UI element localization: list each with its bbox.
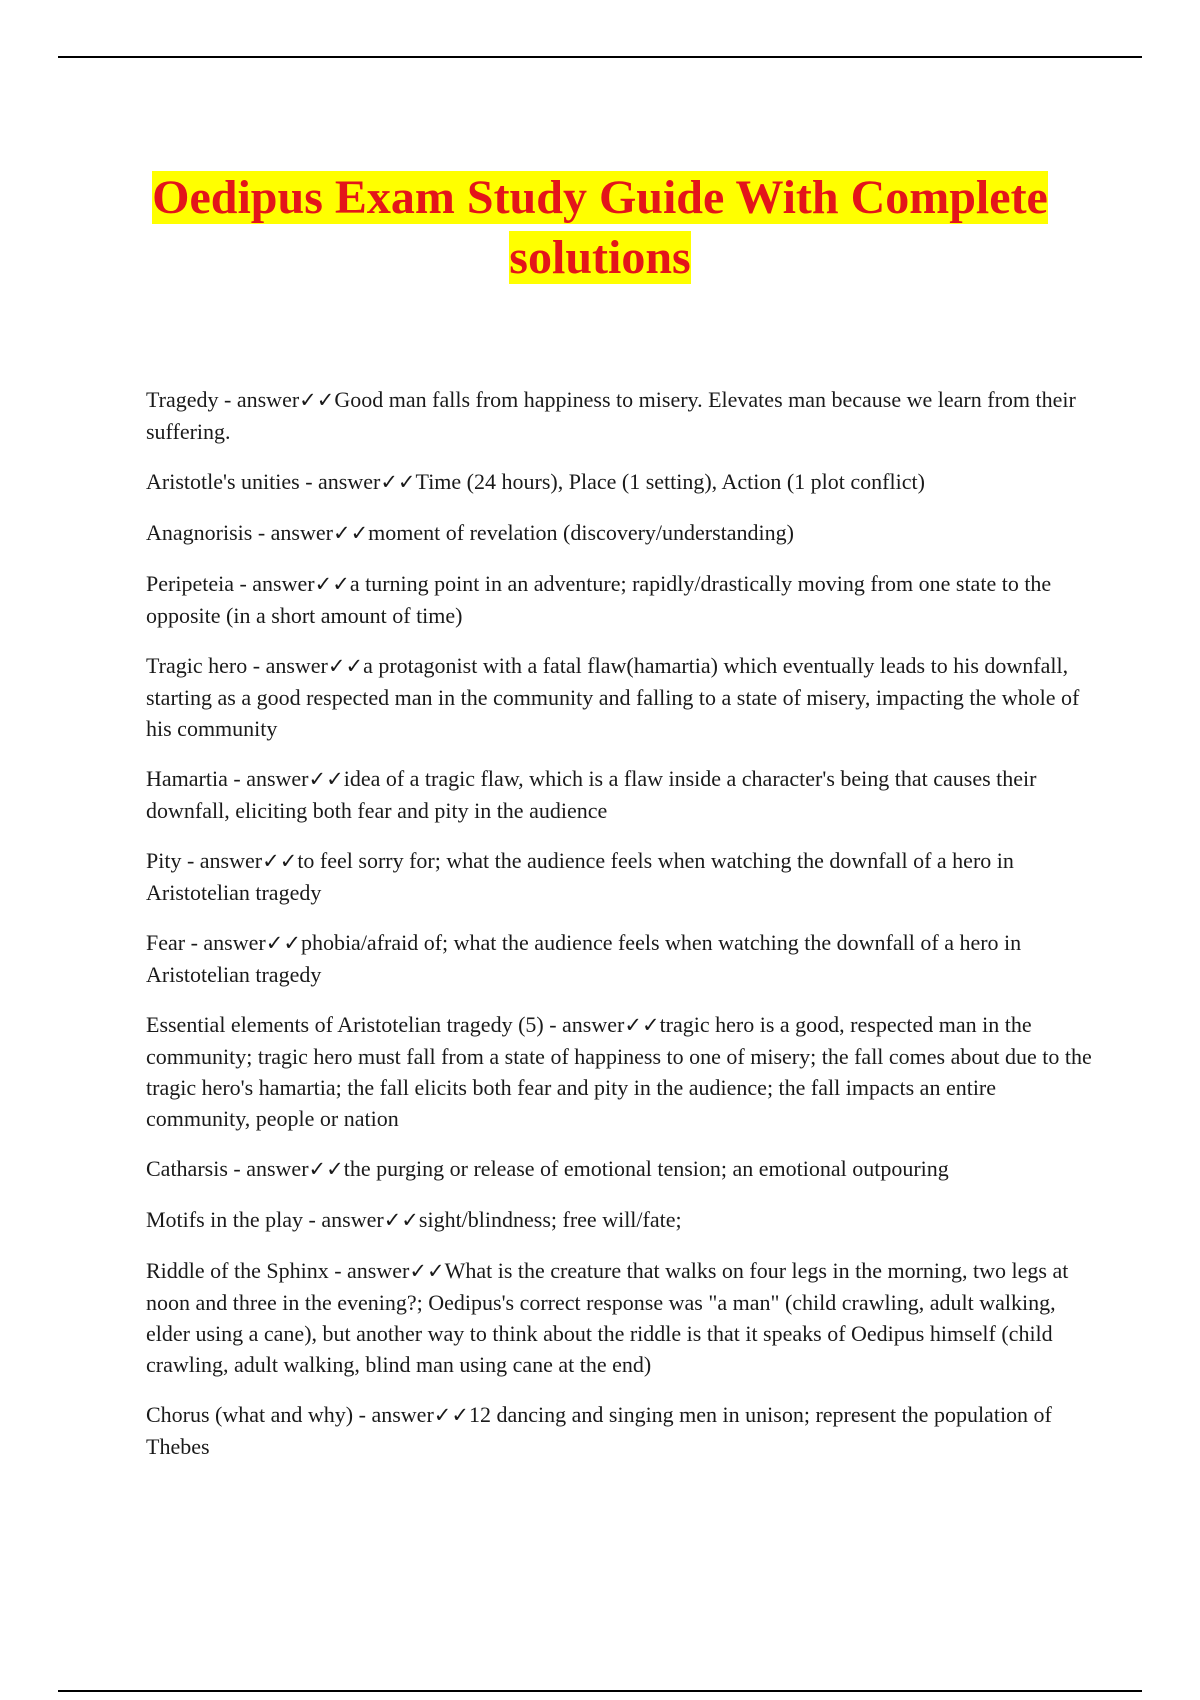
entry-term: Peripeteia	[146, 571, 234, 596]
check-marks-icon: ✓✓	[332, 521, 369, 545]
entry-answer: phobia/afraid of; what the audience feels when watching the downfall of a hero in Aristotelian tragedy	[146, 930, 1022, 987]
entry-answer: Time (24 hours), Place (1 setting), Action (1 plot conflict)	[415, 469, 925, 494]
entry-answer: 12 dancing and singing men in unison; represent the population of Thebes	[146, 1402, 1052, 1459]
entry-answer: to feel sorry for; what the audience feels when watching the downfall of a hero in Aristotelian tragedy	[146, 848, 1014, 905]
entry-answer: sight/blindness; free will/fate;	[418, 1207, 682, 1232]
entry-term: Pity	[146, 848, 182, 873]
check-marks-icon: ✓✓	[308, 767, 344, 791]
title-highlight: Oedipus Exam Study Guide With Complete solutions	[152, 171, 1048, 284]
entry-answer: the purging or release of emotional tension; an emotional outpouring	[343, 1156, 949, 1181]
entry-catharsis: Catharsis - answer✓✓the purging or release of emotional tension; an emotional outpouring	[146, 1156, 949, 1181]
answer-label: answer	[203, 930, 266, 955]
page-title	[100, 168, 1100, 288]
entry-riddle-of-the-sphinx: Riddle of the Sphinx - answer✓✓What is the creature that walks on four legs in the morning, two legs at noon and three in the evening?; Oedipus's correct response was "a man" (child crawling, adult walking, elder using a cane), but another way to think about the riddle is that it speaks of Oedipus himself (child crawling, adult walking, blind man using cane at the end)	[146, 1258, 1069, 1377]
answer-label: answer	[252, 571, 315, 596]
answer-label: answer	[321, 1207, 384, 1232]
check-marks-icon: ✓✓	[327, 654, 364, 678]
entry-chorus: Chorus (what and why) - answer✓✓12 dancing and singing men in unison; represent the population of Thebes	[146, 1402, 1052, 1459]
entry-tragic-hero: Tragic hero - answer✓✓a protagonist with a fatal flaw(hamartia) which eventually leads to his downfall, starting as a good respected man in the community and falling to a state of misery, impacting the whole of his community	[146, 653, 1080, 741]
bottom-rule	[58, 1690, 1142, 1692]
entry-essential-elements: Essential elements of Aristotelian tragedy (5) - answer✓✓tragic hero is a good, respected man in the community; tragic hero must fall from a state of happiness to one of misery; the fall comes about due to the tragic hero's hamartia; the fall elicits both fear and pity in the audience; the fall impacts an entire community, people or nation	[146, 1012, 1092, 1131]
entry-motifs: Motifs in the play - answer✓✓sight/blindness; free will/fate;	[146, 1207, 682, 1232]
entry-term: Anagnorisis	[146, 520, 253, 545]
check-marks-icon: ✓✓	[433, 1403, 469, 1427]
entry-aristotles-unities: Aristotle's unities - answer✓✓Time (24 hours), Place (1 setting), Action (1 plot conflict)	[146, 469, 925, 494]
entry-pity: Pity - answer✓✓to feel sorry for; what the audience feels when watching the downfall of a hero in Aristotelian tragedy	[146, 848, 1014, 905]
entry-term: Tragedy	[146, 387, 219, 412]
entry-fear: Fear - answer✓✓phobia/afraid of; what the audience feels when watching the downfall of a hero in Aristotelian tragedy	[146, 930, 1022, 987]
answer-label: answer	[199, 848, 263, 873]
answer-label: answer	[270, 520, 333, 545]
check-marks-icon: ✓✓	[308, 1157, 344, 1181]
entry-term: Hamartia	[146, 766, 228, 791]
entry-term: Motifs in the play	[146, 1207, 304, 1232]
answer-label: answer	[371, 1402, 434, 1427]
entry-term: Riddle of the Sphinx	[146, 1258, 329, 1283]
entry-answer: a turning point in an adventure; rapidly/drastically moving from one state to the opposite (in a short amount of time)	[146, 571, 1052, 628]
entry-answer: idea of a tragic flaw, which is a flaw inside a character's being that causes their downfall, eliciting both fear and pity in the audience	[146, 766, 1037, 823]
answer-label: answer	[318, 469, 381, 494]
entry-term: Fear	[146, 930, 186, 955]
entry-anagnorisis: Anagnorisis - answer✓✓moment of revelation (discovery/understanding)	[146, 520, 794, 545]
entry-term: Essential elements of Aristotelian tragedy (5)	[146, 1012, 544, 1037]
entry-answer: What is the creature that walks on four legs in the morning, two legs at noon and three in the evening?; Oedipus's correct response was "a man" (child crawling, adult walking, elder using a cane), but another way to think about the riddle is that it speaks of Oedipus himself (child crawling, adult walking, blind man using cane at the end)	[146, 1258, 1069, 1377]
entry-term: Catharsis	[146, 1156, 228, 1181]
check-marks-icon: ✓✓	[265, 931, 301, 955]
entry-answer: tragic hero is a good, respected man in the community; tragic hero must fall from a state of happiness to one of misery; the fall comes about due to the tragic hero's hamartia; the fall elicits both fear and pity in the audience; the fall impacts an entire community, people or nation	[146, 1012, 1092, 1131]
top-rule	[58, 56, 1142, 58]
check-marks-icon: ✓✓	[262, 849, 298, 873]
check-marks-icon: ✓✓	[380, 470, 416, 494]
answer-label: answer	[562, 1012, 625, 1037]
check-marks-icon: ✓✓	[409, 1259, 445, 1283]
check-marks-icon: ✓✓	[314, 572, 350, 596]
check-marks-icon: ✓✓	[624, 1013, 660, 1037]
entry-hamartia: Hamartia - answer✓✓idea of a tragic flaw, which is a flaw inside a character's being that causes their downfall, eliciting both fear and pity in the audience	[146, 766, 1037, 823]
entry-tragedy: Tragedy - answer✓✓Good man falls from happiness to misery. Elevates man because we learn from their suffering.	[146, 387, 1076, 444]
answer-label: answer	[246, 1156, 309, 1181]
answer-label: answer	[347, 1258, 410, 1283]
entry-term: Tragic hero	[146, 653, 248, 678]
entry-answer: Good man falls from happiness to misery. Elevates man because we learn from their suffering.	[146, 387, 1076, 444]
entries-list	[146, 384, 1096, 1481]
check-marks-icon: ✓✓	[299, 388, 335, 412]
answer-label: answer	[246, 766, 309, 791]
entry-term: Chorus (what and why)	[146, 1402, 354, 1427]
entry-peripeteia: Peripeteia - answer✓✓a turning point in an adventure; rapidly/drastically moving from one state to the opposite (in a short amount of time)	[146, 571, 1052, 628]
entry-answer: a protagonist with a fatal flaw(hamartia) which eventually leads to his downfall, starting as a good respected man in the community and falling to a state of misery, impacting the whole of his community	[146, 653, 1080, 741]
entry-term: Aristotle's unities	[146, 469, 300, 494]
answer-label: answer	[265, 653, 328, 678]
check-marks-icon: ✓✓	[383, 1208, 419, 1232]
entry-answer: moment of revelation (discovery/understanding)	[368, 520, 794, 545]
answer-label: answer	[236, 387, 300, 412]
